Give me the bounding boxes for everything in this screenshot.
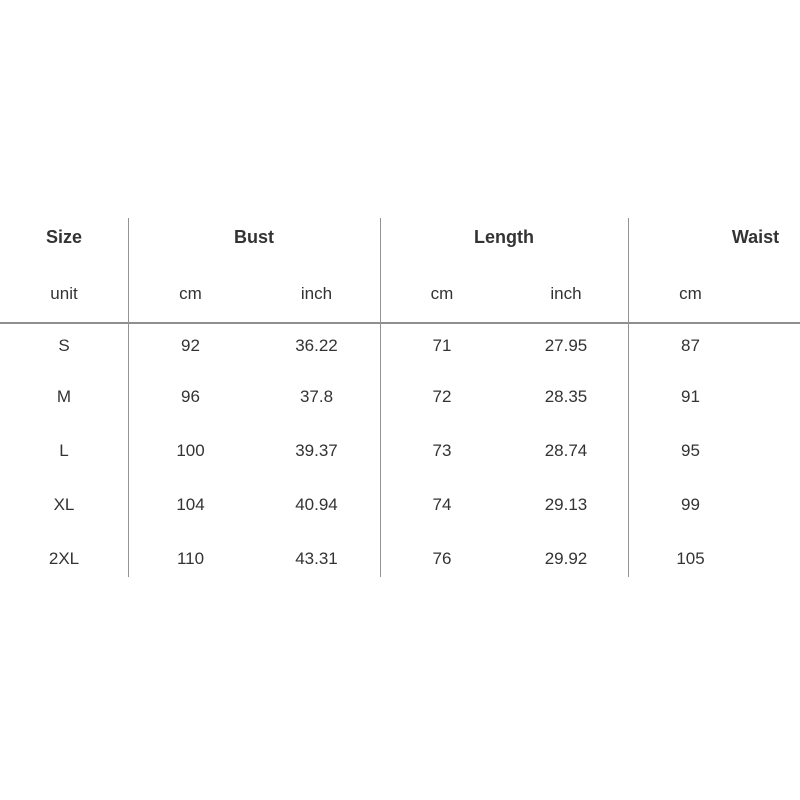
cell-waist-cm: 95 [681, 441, 700, 460]
cell-length-cm: 72 [432, 387, 452, 406]
cell-waist-cm: 87 [681, 336, 700, 355]
cell-bust-inch: 43.31 [295, 549, 338, 568]
unit-bust-inch: inch [300, 283, 333, 303]
cell-length-cm: 73 [432, 441, 452, 460]
cell-bust-cm: 96 [181, 387, 200, 406]
clipped-cell [753, 478, 800, 532]
table-row [0, 478, 800, 532]
cell-bust-cm: 110 [176, 549, 205, 568]
cell-length-inch: 29.92 [544, 549, 588, 568]
col-header-length: Length [474, 227, 534, 247]
cell-bust-cm: 104 [176, 495, 205, 514]
cell-length-inch: 29.13 [544, 495, 588, 514]
clipped-cell [753, 424, 800, 478]
clipped-cell [753, 265, 800, 322]
cell-size: 2XL [48, 549, 80, 568]
col-header-bust: Bust [234, 227, 274, 247]
cell-length-inch: 28.74 [544, 441, 588, 460]
cell-waist-cm: 99 [681, 495, 700, 514]
unit-bust-cm: cm [179, 283, 202, 303]
size-chart-table [0, 210, 800, 586]
cell-length-cm: 71 [432, 336, 452, 355]
cell-bust-cm: 92 [181, 336, 200, 355]
cell-length-cm: 76 [432, 549, 452, 568]
col-header-waist: Waist [731, 227, 780, 247]
table-row [0, 370, 800, 424]
cell-length-cm: 74 [432, 495, 452, 514]
header-divider-line [0, 322, 800, 324]
cell-bust-cm: 100 [176, 441, 205, 460]
cell-size: XL [53, 495, 75, 514]
column-divider-line-size-bust [128, 218, 129, 577]
col-header-size: Size [45, 227, 83, 247]
unit-length-cm: cm [430, 283, 454, 303]
cell-size: S [58, 336, 70, 355]
cell-bust-inch: 37.8 [299, 387, 334, 406]
cell-bust-inch: 39.37 [295, 441, 338, 460]
unit-row [0, 265, 800, 322]
cell-size: M [56, 387, 72, 406]
table-row [0, 532, 800, 586]
cell-waist-cm: 105 [676, 549, 705, 568]
unit-label: unit [50, 283, 78, 303]
cell-waist-cm: 91 [681, 387, 700, 406]
cell-length-inch: 27.95 [544, 336, 588, 355]
clipped-cell [753, 322, 800, 370]
column-divider-line-length-waist [628, 218, 629, 577]
cell-bust-inch: 40.94 [295, 495, 338, 514]
cell-bust-inch: 36.22 [295, 336, 338, 355]
table-row [0, 322, 800, 370]
unit-length-inch: inch [550, 283, 582, 303]
header-row [0, 210, 800, 265]
table-row [0, 424, 800, 478]
clipped-cell [753, 370, 800, 424]
unit-waist-cm: cm [679, 283, 702, 303]
column-divider-line-bust-length [380, 218, 381, 577]
cell-length-inch: 28.35 [544, 387, 588, 406]
clipped-cell [753, 532, 800, 586]
cell-size: L [59, 441, 69, 460]
